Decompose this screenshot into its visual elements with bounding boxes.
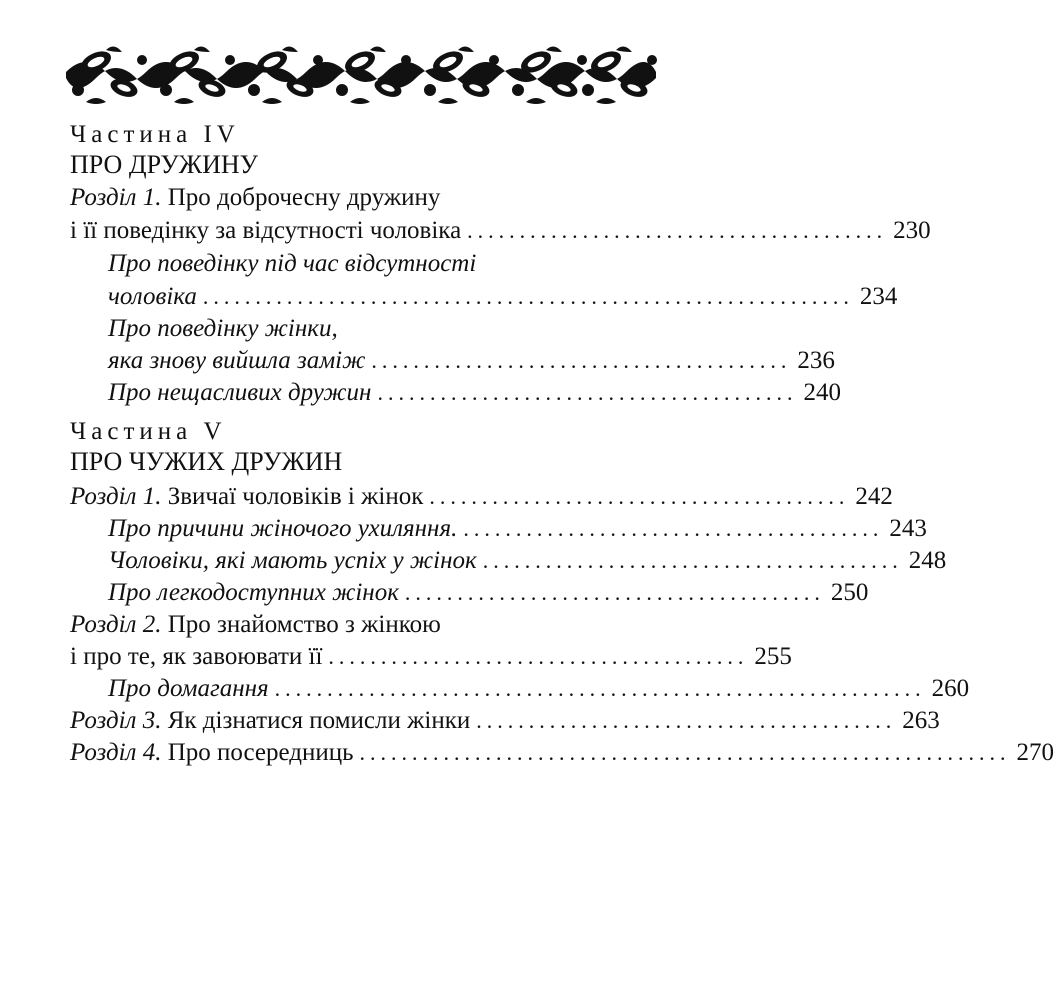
subsection-title: Про нещасливих дружин	[108, 379, 372, 406]
page-number: 236	[797, 347, 835, 374]
subsection-title: Про домагання	[108, 675, 269, 702]
part-4-sub-1-line-1: Про поведінку під час відсутності	[108, 250, 477, 277]
page-number: 263	[902, 707, 940, 734]
part-4-sub-2-line-1: Про поведінку жінки,	[108, 315, 338, 342]
chapter-title-line-2: і про те, як завоювати її	[70, 643, 323, 670]
part-5-label: Частина V	[70, 418, 227, 445]
chapter-prefix: Розділ 1.	[70, 184, 162, 211]
dot-leader: ........................................	[404, 580, 825, 605]
page-number: 230	[893, 217, 931, 244]
part-4-label: Частина IV	[70, 121, 240, 148]
part-4-sub-3	[108, 373, 841, 413]
chapter-prefix: Розділ 4.	[70, 739, 162, 766]
subsection-title: Чоловіки, які мають успіх у жінок	[108, 547, 477, 574]
dot-leader: ..............................................................	[202, 284, 854, 309]
chapter-prefix: Розділ 1.	[70, 483, 162, 510]
page-number: 243	[889, 515, 927, 542]
chapter-text: Про посередниць	[161, 739, 354, 766]
chapter-title-line-1: Про знайомство з жінкою	[161, 611, 441, 638]
dot-leader: ..............................................................	[359, 740, 1011, 765]
page-number: 240	[803, 379, 841, 406]
chapter-text: Звичаї чоловіків і жінок	[161, 483, 424, 510]
dot-leader: ..............................................................	[274, 676, 926, 701]
part-5-chapter-4	[70, 733, 1054, 773]
page-number: 270	[1016, 739, 1054, 766]
chapter-title	[70, 733, 354, 773]
dot-leader: ........................................	[482, 548, 903, 573]
chapter-prefix: Розділ 3.	[70, 707, 162, 734]
chapter-title-line-2: і її поведінку за відсутності чоловіка	[70, 217, 462, 244]
dot-leader: ........................................	[328, 644, 749, 669]
page-number: 248	[908, 547, 947, 574]
page-number: 250	[830, 579, 869, 606]
page-number: 260	[931, 675, 970, 702]
chapter-title-line-1: Про доброчесну дружину	[161, 184, 441, 211]
dot-leader: ........................................	[476, 708, 897, 733]
subsection-title: Про причини жіночого ухиляння.	[108, 515, 458, 542]
subsection-title: чоловіка	[108, 283, 197, 310]
page-number: 255	[754, 643, 792, 670]
chapter-text: Як дізнатися помисли жінки	[161, 707, 471, 734]
dot-leader: ........................................	[377, 380, 798, 405]
dot-leader: ........................................	[467, 218, 888, 243]
page-number: 242	[855, 483, 893, 510]
chapter-prefix: Розділ 2.	[70, 611, 162, 638]
part-4-title: ПРО ДРУЖИНУ	[70, 150, 259, 179]
part-5-title: ПРО ЧУЖИХ ДРУЖИН	[70, 447, 343, 476]
page-number: 234	[859, 283, 898, 310]
dot-leader: ........................................	[371, 348, 792, 373]
dot-leader: ........................................	[429, 484, 850, 509]
dot-leader: ........................................	[463, 516, 884, 541]
subsection-title: яка знову вийшла заміж	[108, 347, 366, 374]
subsection-title: Про легкодоступних жінок	[108, 579, 399, 606]
